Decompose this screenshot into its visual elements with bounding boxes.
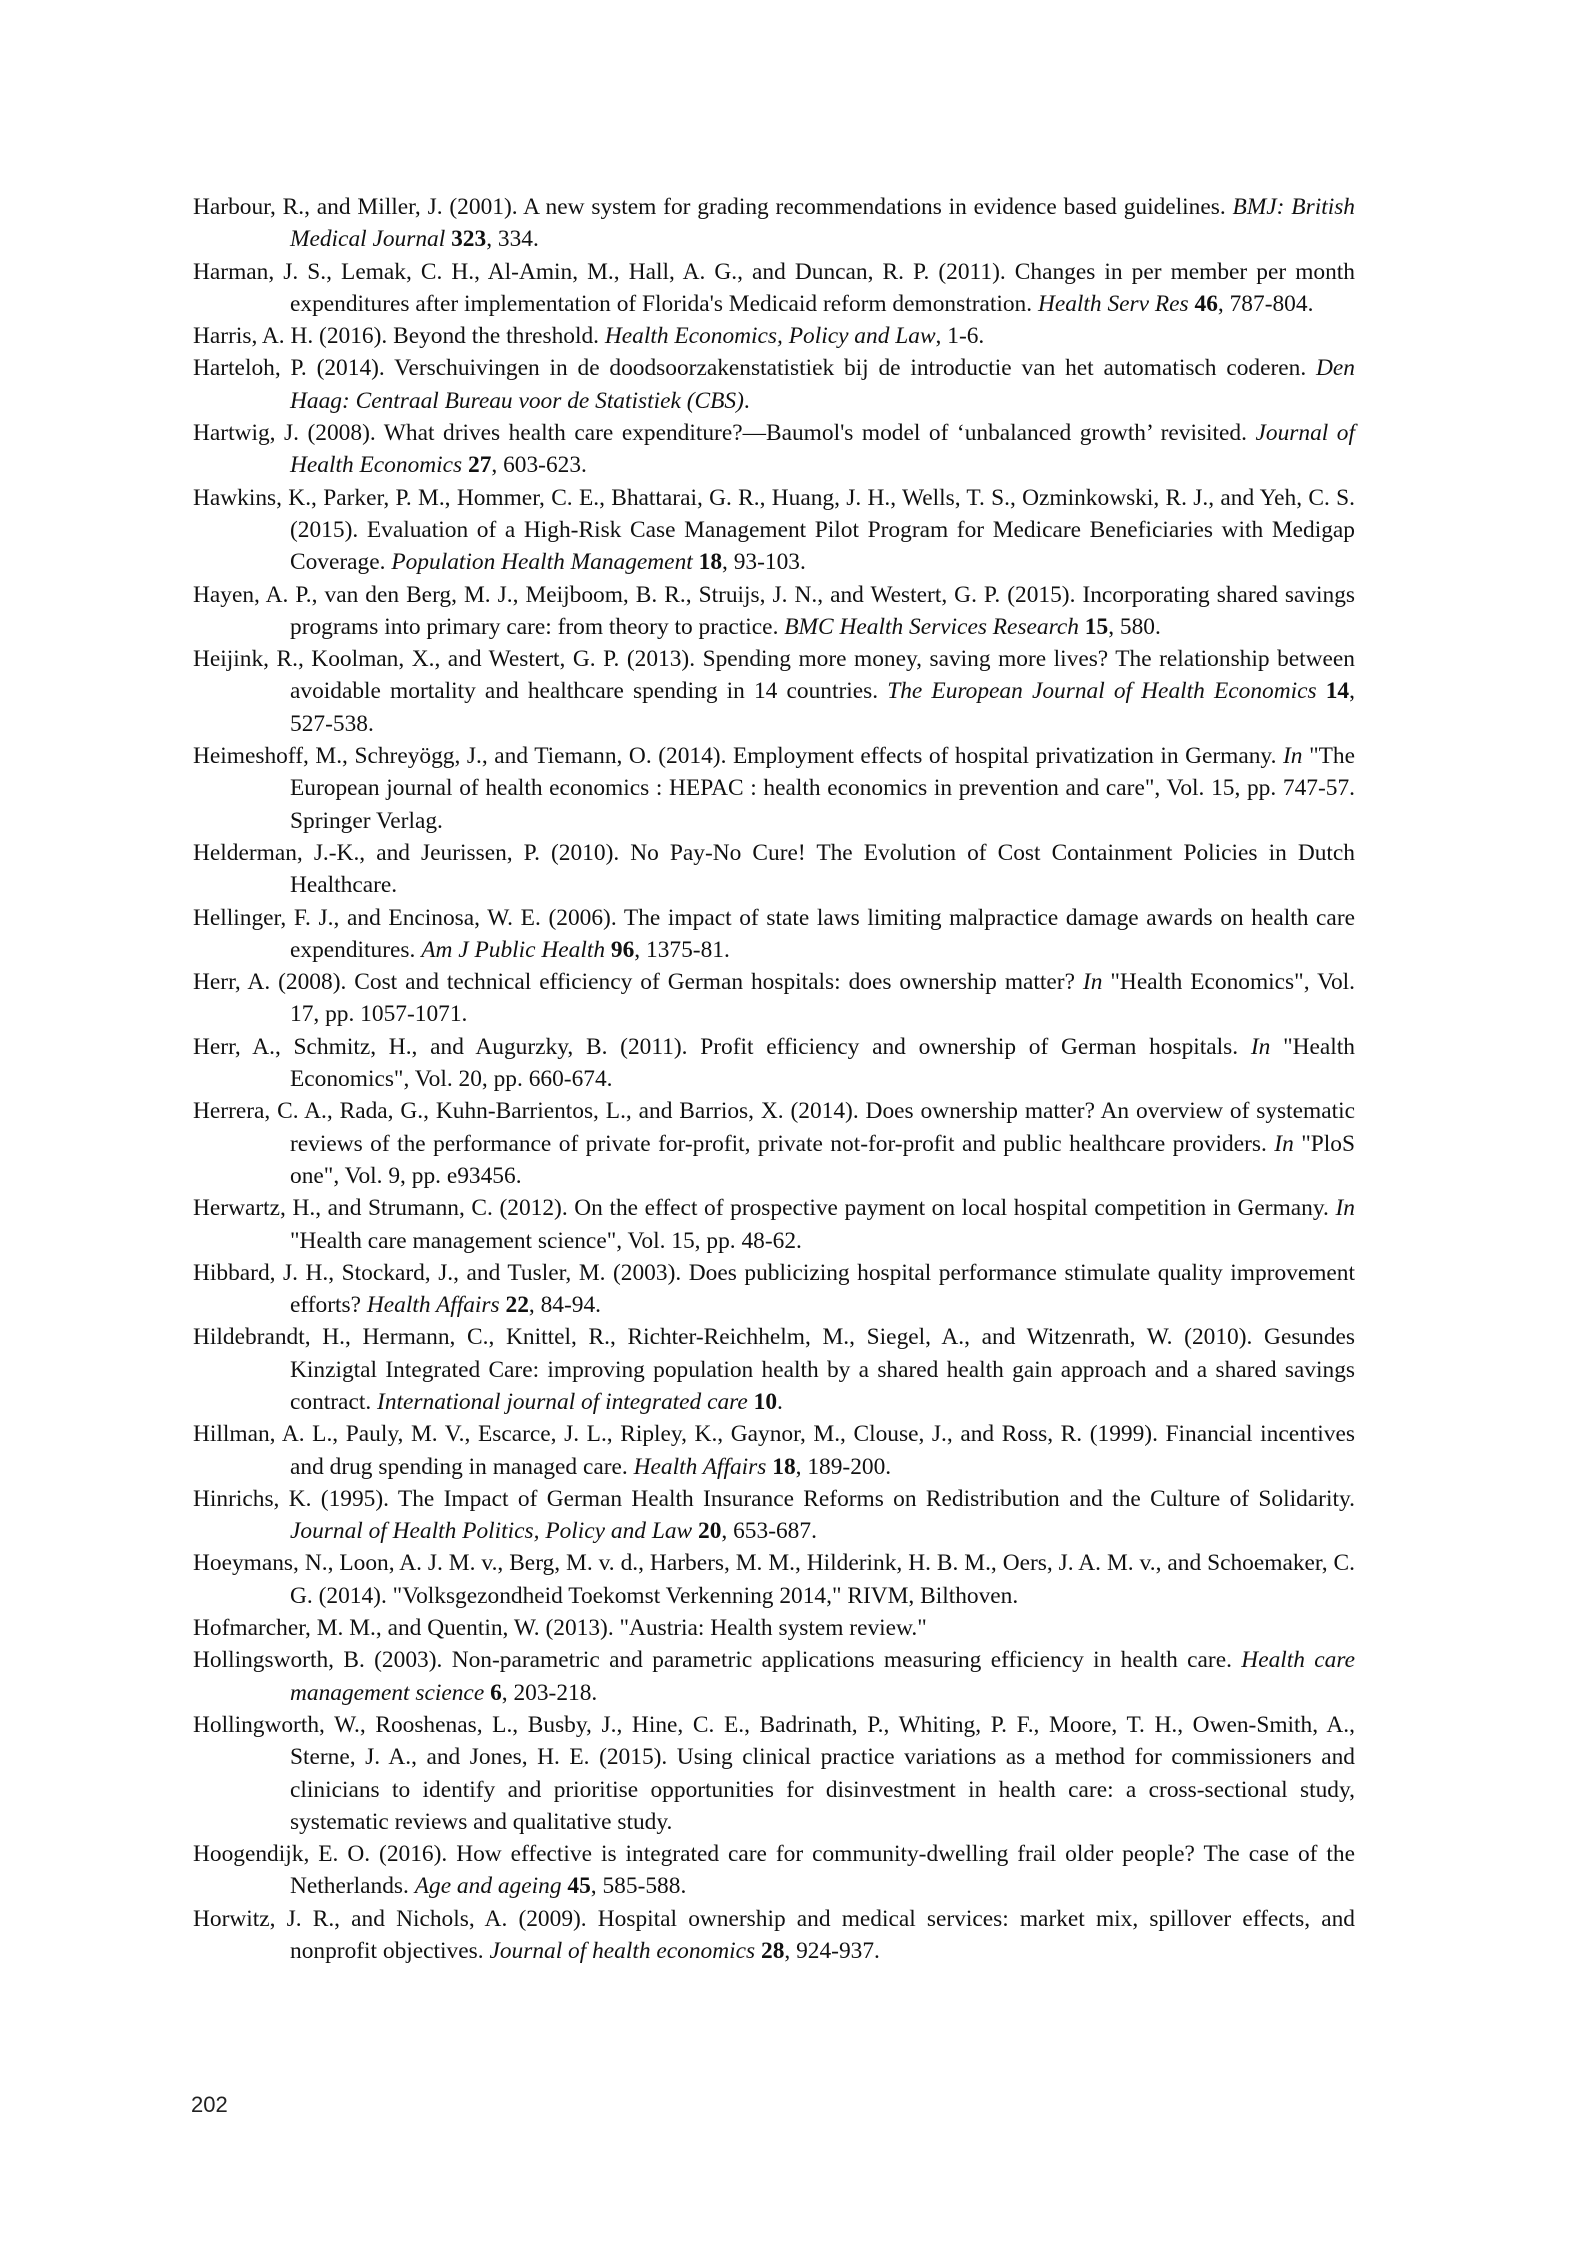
reference-list [193,191,1355,1967]
reference-text: , 1-6. [935,323,985,350]
reference-text: Helderman, J.-K., and Jeurissen, P. (2010). No Pay-No Cure! The Evolution of Cost Containment Policies in Dutch Healthcare. [193,839,1355,899]
reference-volume: 27 [468,452,492,479]
reference-entry-harteloh-2014 [193,352,1355,417]
reference-text: Hibbard, J. H., Stockard, J., and Tusler, M. (2003). Does publicizing hospital performance stimulate quality improvement efforts? [193,1259,1355,1319]
reference-text: Herr, A. (2008). Cost and technical efficiency of German hospitals: does ownership matter? [193,969,1083,996]
reference-journal: Health Affairs [633,1453,767,1480]
reference-text: , 580. [1108,613,1161,640]
reference-volume: 96 [610,936,635,963]
reference-text: , 93-103. [722,549,806,576]
reference-text: Hillman, A. L., Pauly, M. V., Escarce, J. L., Ripley, K., Gaynor, M., Clouse, J., and Ross, R. (1999). Financial incentives and drug spending in managed care. [193,1421,1355,1480]
reference-text: , 787-804. [1217,290,1314,317]
reference-volume: 323 [451,226,487,253]
reference-text: Hofmarcher, M. M., and Quentin, W. (2013). "Austria: Health system review." [193,1615,927,1642]
reference-entry-hawkins-2015 [193,482,1355,579]
reference-entry-hoeymans-2014 [193,1547,1355,1612]
reference-journal: Age and ageing [414,1873,562,1900]
reference-text: Heimeshoff, M., Schreyögg, J., and Tiemann, O. (2014). Employment effects of hospital privatization in Germany. [193,743,1284,770]
reference-journal: Journal of Health Economics [290,420,1356,479]
reference-entry-heimeshoff-2014 [193,740,1355,837]
reference-journal: Am J Public Health [421,936,606,963]
reference-text: Hollingsworth, B. (2003). Non-parametric and parametric applications measuring efficiency in health care. [193,1647,1242,1674]
reference-text: Harteloh, P. (2014). Verschuivingen in de doodsoorzakenstatistiek bij de introductie van het automatisch coderen. [193,355,1317,382]
reference-journal: Health care management science [290,1647,1355,1706]
reference-text: . [777,1388,783,1415]
reference-volume: 22 [505,1292,529,1319]
reference-entry-herr-2008 [193,966,1355,1031]
reference-text: , 653-687. [721,1518,817,1545]
reference-text: , 527-538. [290,678,1355,737]
reference-text: Herwartz, H., and Strumann, C. (2012). On the effect of prospective payment on local hospital competition in Germany. [193,1195,1336,1222]
reference-text: Hellinger, F. J., and Encinosa, W. E. (2006). The impact of state laws limiting malpractice damage awards on health care expenditures. [193,904,1355,963]
reference-volume: 18 [772,1453,796,1480]
reference-journal: BMC Health Services Research [784,613,1079,640]
reference-text: Hoeymans, N., Loon, A. J. M. v., Berg, M. v. d., Harbers, M. M., Hilderink, H. B. M., Oers, J. A. M. v., and Schoemaker, C. G. (2014). "Volksgezondheid Toekomst Verkenning 2014," RIVM, Bilthoven. [193,1550,1355,1609]
reference-text: , 189-200. [795,1453,892,1480]
reference-entry-hellinger-2006 [193,902,1355,967]
reference-entry-herr-2011 [193,1031,1355,1096]
reference-text: , 1375-81. [634,936,730,963]
page-number: 202 [191,2092,228,2117]
reference-journal: Den Haag: Centraal Bureau voor de Statistiek (CBS) [290,355,1355,414]
reference-text: . [743,387,750,414]
reference-entry-hillman-1999 [193,1418,1355,1483]
reference-text: , 924-937. [784,1938,880,1965]
reference-text: Hawkins, K., Parker, P. M., Hommer, C. E., Bhattarai, G. R., Huang, J. H., Wells, T. S., Ozminkowski, R. J., and Yeh, C. S. (2015). Evaluation of a High-Risk Case Management Pilot Program for Medicare Beneficiaries with Medigap Coverage. [193,484,1355,576]
reference-text: Hartwig, J. (2008). What drives health care expenditure?—Baumol's model of ‘unbalanced growth’ revisited. [193,420,1256,447]
reference-volume: 20 [698,1518,722,1545]
reference-journal: Population Health Management [391,549,693,576]
reference-volume: 46 [1194,290,1218,317]
reference-volume: 10 [753,1388,778,1415]
reference-text [1317,678,1326,704]
reference-entry-hildebrandt-2010 [193,1321,1355,1418]
reference-entry-hayen-2015 [193,579,1355,644]
reference-entry-herrera-2014 [193,1095,1355,1192]
reference-journal: In [1082,969,1103,996]
reference-text: , 585-588. [590,1873,687,1900]
reference-volume: 6 [490,1679,502,1706]
reference-text: Hildebrandt, H., Hermann, C., Knittel, R., Richter-Reichhelm, M., Siegel, A., and Witzenrath, W. (2010). Gesundes Kinzigtal Integrated Care: improving population health by a shared health gain approach and a shared savings contract. [193,1324,1355,1415]
reference-entry-hofmarcher-2013 [193,1612,1355,1644]
reference-text: Hoogendijk, E. O. (2016). How effective is integrated care for community-dwelling frail older people? The case of the Netherlands. [193,1841,1355,1900]
reference-journal: BMJ: British Medical Journal [290,194,1355,253]
reference-text: Hayen, A. P., van den Berg, M. J., Meijboom, B. R., Struijs, J. N., and Westert, G. P. (2015). Incorporating shared savings programs into primary care: from theory to practice. [193,581,1355,640]
reference-volume: 15 [1084,613,1109,640]
reference-text: Horwitz, J. R., and Nichols, A. (2009). Hospital ownership and medical services: market mix, spillover effects, and nonprofit objectives. [193,1905,1355,1965]
reference-entry-horwitz-2009 [193,1903,1355,1968]
reference-entry-harris-2016 [193,320,1355,352]
reference-journal: The European Journal of Health Economics [887,678,1317,705]
reference-text: Harman, J. S., Lemak, C. H., Al-Amin, M., Hall, A. G., and Duncan, R. P. (2011). Changes in per member per month expenditures after implementation of Florida's Medicaid reform demonstration. [193,258,1355,317]
reference-entry-harbour-2001 [193,191,1355,256]
reference-entry-hartwig-2008 [193,417,1355,482]
reference-text: "PloS one", Vol. 9, pp. e93456. [290,1130,1356,1189]
reference-text: Herr, A., Schmitz, H., and Augurzky, B. (2011). Profit efficiency and ownership of German hospitals. [193,1033,1251,1060]
reference-entry-heijink-2013 [193,643,1355,740]
reference-journal: In [1283,743,1303,770]
reference-journal: Health Economics, Policy and Law [604,323,936,350]
reference-text: Herrera, C. A., Rada, G., Kuhn-Barrientos, L., and Barrios, X. (2014). Does ownership matter? An overview of systematic reviews of the performance of private for-profit, private not-for-profit and public healthcare providers. [193,1098,1355,1157]
reference-entry-hollingworth-2015 [193,1709,1355,1838]
reference-journal: In [1274,1130,1294,1157]
reference-journal: Health Affairs [366,1292,500,1319]
reference-text: Hinrichs, K. (1995). The Impact of German Health Insurance Reforms on Redistribution and the Culture of Solidarity. [193,1485,1355,1512]
reference-journal: Journal of Health Politics, Policy and Law [290,1518,693,1545]
reference-entry-helderman-2010 [193,837,1355,902]
reference-volume: 14 [1325,678,1350,705]
reference-journal: International journal of integrated care [377,1388,748,1415]
reference-text: , 334. [486,226,539,253]
reference-text: Hollingworth, W., Rooshenas, L., Busby, J., Hine, C. E., Badrinath, P., Whiting, P. F., Moore, T. H., Owen-Smith, A., Sterne, J. A., and Jones, H. E. (2015). Using clinical practice variations as a method for commissioners and clinicians to identify and prioritise opportunities for disinvestment in health care: a cross-sectional study, systematic reviews and qualitative study. [193,1711,1355,1835]
reference-entry-hollingsworth-2003 [193,1644,1355,1709]
reference-text: "The European journal of health economics : HEPAC : health economics in prevention and care", Vol. 15, pp. 747-57. Springer Verlag. [290,743,1355,834]
reference-text: Heijink, R., Koolman, X., and Westert, G. P. (2013). Spending more money, saving more lives? The relationship between avoidable mortality and healthcare spending in 14 countries. [193,646,1355,705]
reference-journal: In [1250,1033,1271,1060]
reference-journal: Health Serv Res [1037,290,1189,317]
reference-text: "Health Economics", Vol. 17, pp. 1057-1071. [290,969,1356,1028]
reference-text: "Health Economics", Vol. 20, pp. 660-674. [290,1033,1355,1093]
reference-entry-hoogendijk-2016 [193,1838,1355,1903]
reference-entry-hibbard-2003 [193,1257,1355,1322]
reference-volume: 18 [698,549,723,576]
reference-text: , 603-623. [491,452,587,479]
reference-journal: In [1335,1195,1355,1222]
reference-volume: 45 [567,1873,591,1900]
reference-journal: Journal of health economics [489,1938,756,1965]
reference-text: , 84-94. [528,1292,602,1319]
reference-entry-harman-2011 [193,256,1355,321]
reference-volume: 28 [761,1938,785,1965]
reference-text: "Health care management science", Vol. 15, pp. 48-62. [290,1227,802,1254]
reference-entry-hinrichs-1995 [193,1483,1355,1548]
reference-entry-herwartz-2012 [193,1192,1355,1257]
reference-text: Harbour, R., and Miller, J. (2001). A new system for grading recommendations in evidence based guidelines. [193,194,1233,220]
reference-text: , 203-218. [501,1679,598,1706]
reference-text: Harris, A. H. (2016). Beyond the threshold. [193,323,605,350]
